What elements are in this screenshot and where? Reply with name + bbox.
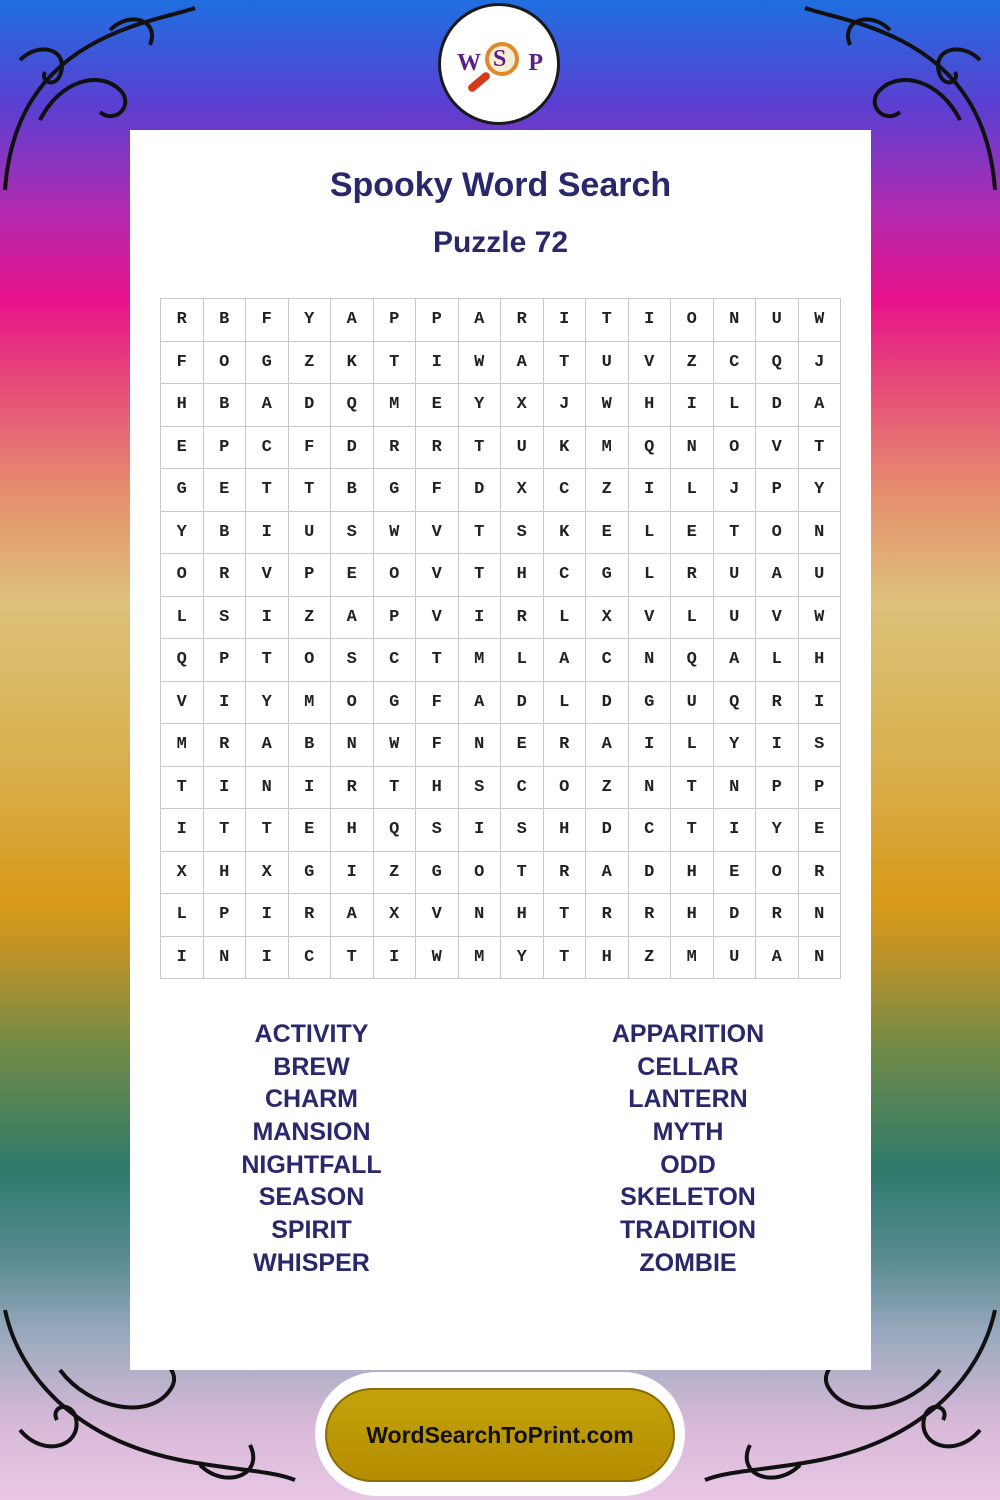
- grid-cell[interactable]: D: [629, 852, 672, 895]
- grid-cell[interactable]: L: [671, 724, 714, 767]
- grid-cell[interactable]: M: [289, 682, 332, 725]
- grid-cell[interactable]: T: [374, 767, 417, 810]
- grid-cell[interactable]: I: [289, 767, 332, 810]
- grid-cell[interactable]: Z: [629, 937, 672, 980]
- grid-cell[interactable]: T: [374, 342, 417, 385]
- grid-cell[interactable]: A: [331, 597, 374, 640]
- word-list-item: SPIRIT: [271, 1216, 352, 1245]
- grid-cell[interactable]: X: [246, 852, 289, 895]
- grid-cell[interactable]: W: [416, 937, 459, 980]
- word-list-item: ZOMBIE: [639, 1248, 737, 1277]
- grid-cell[interactable]: T: [544, 342, 587, 385]
- grid-cell[interactable]: I: [714, 809, 757, 852]
- grid-cell[interactable]: I: [671, 384, 714, 427]
- grid-cell[interactable]: T: [544, 937, 587, 980]
- grid-cell[interactable]: P: [204, 894, 247, 937]
- grid-cell[interactable]: V: [629, 597, 672, 640]
- grid-cell[interactable]: A: [756, 554, 799, 597]
- grid-cell[interactable]: A: [459, 682, 502, 725]
- grid-cell[interactable]: V: [246, 554, 289, 597]
- grid-cell[interactable]: I: [756, 724, 799, 767]
- grid-cell[interactable]: E: [204, 469, 247, 512]
- grid-cell[interactable]: N: [629, 767, 672, 810]
- grid-cell[interactable]: K: [331, 342, 374, 385]
- grid-cell[interactable]: P: [416, 299, 459, 342]
- grid-cell[interactable]: I: [629, 469, 672, 512]
- grid-cell[interactable]: T: [459, 554, 502, 597]
- grid-cell[interactable]: C: [374, 639, 417, 682]
- grid-cell[interactable]: M: [459, 639, 502, 682]
- grid-cell[interactable]: E: [331, 554, 374, 597]
- grid-cell[interactable]: F: [416, 682, 459, 725]
- grid-cell[interactable]: J: [799, 342, 842, 385]
- grid-cell[interactable]: R: [161, 299, 204, 342]
- grid-cell[interactable]: U: [799, 554, 842, 597]
- grid-cell[interactable]: E: [714, 852, 757, 895]
- grid-cell[interactable]: S: [416, 809, 459, 852]
- grid-cell[interactable]: I: [204, 682, 247, 725]
- grid-cell[interactable]: H: [501, 554, 544, 597]
- grid-cell[interactable]: F: [416, 469, 459, 512]
- grid-cell[interactable]: R: [374, 427, 417, 470]
- grid-cell[interactable]: I: [629, 299, 672, 342]
- word-list-item: TRADITION: [619, 1216, 757, 1245]
- grid-cell[interactable]: L: [629, 512, 672, 555]
- grid-cell[interactable]: H: [161, 384, 204, 427]
- grid-cell[interactable]: Y: [756, 809, 799, 852]
- grid-cell[interactable]: L: [161, 597, 204, 640]
- grid-cell[interactable]: Q: [374, 809, 417, 852]
- logo-letter-w: W: [457, 50, 481, 76]
- grid-cell[interactable]: Z: [289, 342, 332, 385]
- word-list-item: ACTIVITY: [254, 1020, 369, 1048]
- word-list: [130, 1018, 871, 1280]
- grid-cell[interactable]: T: [544, 894, 587, 937]
- word-list-item: CHARM: [264, 1085, 359, 1114]
- grid-cell[interactable]: O: [756, 852, 799, 895]
- grid-cell[interactable]: I: [459, 597, 502, 640]
- grid-cell[interactable]: H: [629, 384, 672, 427]
- grid-cell[interactable]: V: [416, 512, 459, 555]
- grid-cell[interactable]: A: [714, 639, 757, 682]
- grid-cell[interactable]: V: [629, 342, 672, 385]
- grid-cell[interactable]: Y: [161, 512, 204, 555]
- grid-cell[interactable]: I: [374, 937, 417, 980]
- site-logo[interactable]: [438, 3, 560, 125]
- grid-cell[interactable]: O: [459, 852, 502, 895]
- grid-cell[interactable]: C: [714, 342, 757, 385]
- grid-cell[interactable]: R: [501, 299, 544, 342]
- grid-cell[interactable]: N: [459, 724, 502, 767]
- grid-cell[interactable]: D: [586, 809, 629, 852]
- logo-letter-p: P: [528, 50, 543, 76]
- grid-cell[interactable]: M: [161, 724, 204, 767]
- grid-cell[interactable]: V: [756, 427, 799, 470]
- grid-cell[interactable]: V: [756, 597, 799, 640]
- word-list-item: CELLAR: [637, 1052, 739, 1081]
- grid-cell[interactable]: L: [544, 682, 587, 725]
- grid-cell[interactable]: Y: [459, 384, 502, 427]
- grid-cell[interactable]: I: [246, 597, 289, 640]
- grid-cell[interactable]: V: [416, 894, 459, 937]
- grid-cell[interactable]: I: [629, 724, 672, 767]
- grid-cell[interactable]: U: [714, 937, 757, 980]
- grid-cell[interactable]: S: [204, 597, 247, 640]
- grid-cell[interactable]: A: [331, 299, 374, 342]
- grid-cell[interactable]: F: [246, 299, 289, 342]
- logo-letter-s: S: [493, 46, 507, 72]
- letter-grid: [160, 298, 841, 979]
- grid-cell[interactable]: G: [629, 682, 672, 725]
- grid-cell[interactable]: U: [501, 427, 544, 470]
- grid-cell[interactable]: J: [544, 384, 587, 427]
- grid-cell[interactable]: H: [671, 894, 714, 937]
- footer-badge: [315, 1372, 685, 1496]
- grid-cell[interactable]: U: [289, 512, 332, 555]
- grid-cell[interactable]: R: [544, 724, 587, 767]
- grid-cell[interactable]: G: [161, 469, 204, 512]
- grid-cell[interactable]: A: [331, 894, 374, 937]
- grid-cell[interactable]: B: [204, 299, 247, 342]
- grid-cell[interactable]: C: [629, 809, 672, 852]
- grid-cell[interactable]: S: [331, 639, 374, 682]
- grid-cell[interactable]: N: [799, 894, 842, 937]
- grid-cell[interactable]: R: [204, 724, 247, 767]
- puzzle-number: Puzzle 72: [432, 226, 569, 259]
- grid-cell[interactable]: O: [289, 639, 332, 682]
- grid-cell[interactable]: D: [331, 427, 374, 470]
- grid-cell[interactable]: I: [161, 937, 204, 980]
- grid-cell[interactable]: T: [459, 427, 502, 470]
- grid-cell[interactable]: W: [799, 597, 842, 640]
- grid-cell[interactable]: A: [246, 384, 289, 427]
- grid-cell[interactable]: I: [799, 682, 842, 725]
- grid-cell[interactable]: G: [289, 852, 332, 895]
- grid-cell[interactable]: M: [459, 937, 502, 980]
- grid-cell[interactable]: T: [246, 639, 289, 682]
- grid-cell[interactable]: I: [161, 809, 204, 852]
- grid-cell[interactable]: N: [459, 894, 502, 937]
- grid-cell[interactable]: R: [544, 852, 587, 895]
- grid-cell[interactable]: O: [671, 299, 714, 342]
- grid-cell[interactable]: U: [586, 342, 629, 385]
- grid-cell[interactable]: X: [374, 894, 417, 937]
- grid-cell[interactable]: T: [459, 512, 502, 555]
- grid-cell[interactable]: L: [501, 639, 544, 682]
- grid-cell[interactable]: H: [204, 852, 247, 895]
- grid-cell[interactable]: P: [756, 469, 799, 512]
- grid-cell[interactable]: E: [161, 427, 204, 470]
- grid-cell[interactable]: A: [799, 384, 842, 427]
- grid-cell[interactable]: R: [416, 427, 459, 470]
- grid-cell[interactable]: B: [289, 724, 332, 767]
- grid-cell[interactable]: S: [331, 512, 374, 555]
- grid-cell[interactable]: Z: [586, 469, 629, 512]
- grid-cell[interactable]: Y: [246, 682, 289, 725]
- grid-cell[interactable]: U: [714, 554, 757, 597]
- grid-cell[interactable]: R: [289, 894, 332, 937]
- grid-cell[interactable]: Q: [629, 427, 672, 470]
- grid-cell[interactable]: O: [756, 512, 799, 555]
- grid-cell[interactable]: L: [714, 384, 757, 427]
- grid-cell[interactable]: R: [756, 894, 799, 937]
- grid-cell[interactable]: G: [374, 469, 417, 512]
- grid-cell[interactable]: P: [289, 554, 332, 597]
- grid-cell[interactable]: U: [714, 597, 757, 640]
- grid-cell[interactable]: T: [246, 809, 289, 852]
- grid-cell[interactable]: L: [544, 597, 587, 640]
- grid-cell[interactable]: N: [799, 512, 842, 555]
- grid-cell[interactable]: O: [204, 342, 247, 385]
- grid-cell[interactable]: M: [374, 384, 417, 427]
- website-link-button[interactable]: WordSearchToPrint.com: [325, 1388, 675, 1482]
- grid-cell[interactable]: Y: [799, 469, 842, 512]
- page-title: Spooky Word Search: [329, 166, 672, 204]
- grid-cell[interactable]: U: [756, 299, 799, 342]
- grid-cell[interactable]: D: [289, 384, 332, 427]
- grid-cell[interactable]: W: [374, 724, 417, 767]
- word-list-item: SEASON: [258, 1183, 365, 1212]
- grid-cell[interactable]: Y: [501, 937, 544, 980]
- grid-cell[interactable]: A: [756, 937, 799, 980]
- word-list-item: NIGHTFALL: [241, 1150, 382, 1179]
- grid-cell[interactable]: C: [586, 639, 629, 682]
- grid-cell[interactable]: P: [204, 639, 247, 682]
- grid-cell[interactable]: A: [459, 299, 502, 342]
- grid-cell[interactable]: E: [416, 384, 459, 427]
- grid-cell[interactable]: U: [671, 682, 714, 725]
- grid-cell[interactable]: X: [501, 384, 544, 427]
- grid-cell[interactable]: R: [586, 894, 629, 937]
- grid-cell[interactable]: T: [714, 512, 757, 555]
- grid-cell[interactable]: G: [416, 852, 459, 895]
- grid-cell[interactable]: N: [246, 767, 289, 810]
- grid-cell[interactable]: E: [501, 724, 544, 767]
- grid-cell[interactable]: T: [161, 767, 204, 810]
- grid-cell[interactable]: R: [671, 554, 714, 597]
- grid-cell[interactable]: A: [586, 724, 629, 767]
- grid-cell[interactable]: Q: [161, 639, 204, 682]
- grid-cell[interactable]: F: [289, 427, 332, 470]
- grid-cell[interactable]: H: [331, 809, 374, 852]
- grid-cell[interactable]: C: [501, 767, 544, 810]
- grid-cell[interactable]: Y: [714, 724, 757, 767]
- grid-cell[interactable]: X: [501, 469, 544, 512]
- grid-cell[interactable]: V: [416, 554, 459, 597]
- grid-cell[interactable]: D: [459, 469, 502, 512]
- grid-cell[interactable]: S: [459, 767, 502, 810]
- grid-cell[interactable]: S: [501, 809, 544, 852]
- grid-cell[interactable]: Q: [331, 384, 374, 427]
- grid-cell[interactable]: I: [246, 937, 289, 980]
- grid-cell[interactable]: Q: [671, 639, 714, 682]
- grid-cell[interactable]: A: [544, 639, 587, 682]
- grid-cell[interactable]: L: [671, 597, 714, 640]
- grid-cell[interactable]: H: [586, 937, 629, 980]
- grid-cell[interactable]: I: [544, 299, 587, 342]
- grid-cell[interactable]: N: [671, 427, 714, 470]
- grid-cell[interactable]: C: [246, 427, 289, 470]
- word-list-item: APPARITION: [611, 1020, 765, 1048]
- grid-cell[interactable]: N: [714, 767, 757, 810]
- word-list-item: WHISPER: [253, 1248, 370, 1277]
- grid-cell[interactable]: Z: [586, 767, 629, 810]
- grid-cell[interactable]: D: [714, 894, 757, 937]
- grid-cell[interactable]: Q: [756, 342, 799, 385]
- grid-cell[interactable]: K: [544, 512, 587, 555]
- grid-cell[interactable]: N: [799, 937, 842, 980]
- grid-cell[interactable]: E: [289, 809, 332, 852]
- grid-cell[interactable]: P: [204, 427, 247, 470]
- grid-cell[interactable]: H: [501, 894, 544, 937]
- grid-cell[interactable]: T: [289, 469, 332, 512]
- grid-cell[interactable]: R: [629, 894, 672, 937]
- grid-cell[interactable]: P: [799, 767, 842, 810]
- grid-cell[interactable]: A: [501, 342, 544, 385]
- grid-cell[interactable]: I: [204, 767, 247, 810]
- grid-cell[interactable]: T: [799, 427, 842, 470]
- grid-cell[interactable]: O: [714, 427, 757, 470]
- grid-cell[interactable]: A: [246, 724, 289, 767]
- grid-cell[interactable]: V: [416, 597, 459, 640]
- grid-cell[interactable]: H: [799, 639, 842, 682]
- word-list-item: SKELETON: [620, 1183, 756, 1212]
- grid-cell[interactable]: T: [416, 639, 459, 682]
- grid-cell[interactable]: A: [586, 852, 629, 895]
- grid-cell[interactable]: T: [331, 937, 374, 980]
- grid-cell[interactable]: B: [331, 469, 374, 512]
- grid-cell[interactable]: R: [756, 682, 799, 725]
- grid-cell[interactable]: X: [586, 597, 629, 640]
- grid-cell[interactable]: P: [374, 597, 417, 640]
- grid-cell[interactable]: R: [799, 852, 842, 895]
- grid-cell[interactable]: Y: [289, 299, 332, 342]
- grid-cell[interactable]: F: [161, 342, 204, 385]
- grid-cell[interactable]: L: [671, 469, 714, 512]
- grid-cell[interactable]: F: [416, 724, 459, 767]
- grid-cell[interactable]: O: [374, 554, 417, 597]
- grid-cell[interactable]: I: [246, 512, 289, 555]
- grid-cell[interactable]: E: [799, 809, 842, 852]
- grid-cell[interactable]: R: [331, 767, 374, 810]
- puzzle-card: [130, 130, 871, 1370]
- grid-cell[interactable]: C: [544, 469, 587, 512]
- grid-cell[interactable]: N: [331, 724, 374, 767]
- grid-cell[interactable]: I: [246, 894, 289, 937]
- grid-cell[interactable]: R: [501, 597, 544, 640]
- grid-cell[interactable]: H: [671, 852, 714, 895]
- grid-cell[interactable]: W: [586, 384, 629, 427]
- grid-cell[interactable]: N: [714, 299, 757, 342]
- grid-cell[interactable]: S: [501, 512, 544, 555]
- grid-cell[interactable]: E: [671, 512, 714, 555]
- grid-cell[interactable]: L: [756, 639, 799, 682]
- word-list-item: ODD: [660, 1150, 716, 1179]
- grid-cell[interactable]: P: [374, 299, 417, 342]
- grid-cell[interactable]: N: [204, 937, 247, 980]
- grid-cell[interactable]: D: [501, 682, 544, 725]
- grid-cell[interactable]: C: [289, 937, 332, 980]
- grid-cell[interactable]: K: [544, 427, 587, 470]
- grid-cell[interactable]: M: [586, 427, 629, 470]
- grid-cell[interactable]: R: [204, 554, 247, 597]
- grid-cell[interactable]: T: [671, 809, 714, 852]
- grid-cell[interactable]: I: [459, 809, 502, 852]
- grid-cell[interactable]: O: [161, 554, 204, 597]
- word-list-item: LANTERN: [628, 1085, 748, 1114]
- grid-cell[interactable]: H: [544, 809, 587, 852]
- grid-cell[interactable]: G: [246, 342, 289, 385]
- grid-cell[interactable]: Z: [374, 852, 417, 895]
- grid-cell[interactable]: T: [204, 809, 247, 852]
- grid-cell[interactable]: W: [799, 299, 842, 342]
- grid-cell[interactable]: B: [204, 512, 247, 555]
- word-list-item: BREW: [273, 1052, 350, 1081]
- grid-cell[interactable]: M: [671, 937, 714, 980]
- grid-cell[interactable]: N: [629, 639, 672, 682]
- grid-cell[interactable]: J: [714, 469, 757, 512]
- grid-cell[interactable]: P: [756, 767, 799, 810]
- grid-cell[interactable]: X: [161, 852, 204, 895]
- grid-cell[interactable]: G: [374, 682, 417, 725]
- grid-cell[interactable]: Z: [671, 342, 714, 385]
- grid-cell[interactable]: C: [544, 554, 587, 597]
- grid-cell[interactable]: T: [501, 852, 544, 895]
- grid-cell[interactable]: Q: [714, 682, 757, 725]
- grid-cell[interactable]: L: [161, 894, 204, 937]
- grid-cell[interactable]: G: [586, 554, 629, 597]
- grid-cell[interactable]: V: [161, 682, 204, 725]
- grid-cell[interactable]: T: [671, 767, 714, 810]
- grid-cell[interactable]: I: [331, 852, 374, 895]
- grid-cell[interactable]: L: [629, 554, 672, 597]
- grid-cell[interactable]: E: [586, 512, 629, 555]
- grid-cell[interactable]: I: [416, 342, 459, 385]
- grid-cell[interactable]: H: [416, 767, 459, 810]
- grid-cell[interactable]: B: [204, 384, 247, 427]
- grid-cell[interactable]: T: [246, 469, 289, 512]
- grid-cell[interactable]: O: [544, 767, 587, 810]
- grid-cell[interactable]: D: [586, 682, 629, 725]
- word-list-item: MYTH: [652, 1118, 724, 1147]
- grid-cell[interactable]: D: [756, 384, 799, 427]
- grid-cell[interactable]: W: [459, 342, 502, 385]
- word-list-item: MANSION: [252, 1118, 371, 1147]
- grid-cell[interactable]: T: [586, 299, 629, 342]
- grid-cell[interactable]: W: [374, 512, 417, 555]
- grid-cell[interactable]: Z: [289, 597, 332, 640]
- grid-cell[interactable]: O: [331, 682, 374, 725]
- grid-cell[interactable]: S: [799, 724, 842, 767]
